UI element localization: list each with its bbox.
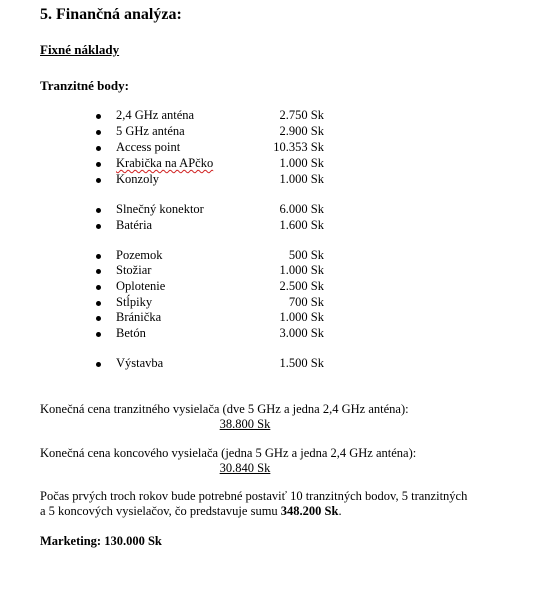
item-name: Výstavba — [116, 356, 164, 370]
bullet-icon — [96, 140, 102, 156]
list-item — [96, 124, 324, 140]
list-item — [96, 156, 324, 172]
list-item — [96, 248, 324, 264]
fixed-costs-subheading: Fixné náklady — [40, 42, 120, 57]
item-price: 6.000 Sk — [279, 202, 324, 216]
list-item — [96, 263, 324, 279]
bullet-icon — [96, 124, 102, 140]
item-price: 10.353 Sk — [273, 140, 324, 154]
list-item — [96, 310, 324, 326]
bullet-icon — [96, 356, 102, 372]
item-name: 2,4 GHz anténa — [116, 108, 195, 122]
bullet-icon — [96, 202, 102, 218]
bullet-icon — [96, 248, 102, 264]
summary-total: 348.200 Sk — [280, 504, 339, 518]
item-price: 500 Sk — [288, 248, 324, 262]
list-item — [96, 218, 324, 234]
item-price: 700 Sk — [288, 295, 324, 309]
list-item — [96, 279, 324, 295]
end-price-text: Konečná cena koncového vysielača (jedna 5 GHz a jedna 2,4 GHz anténa): — [40, 446, 417, 460]
list-item — [96, 172, 324, 188]
item-name: 5 GHz anténa — [116, 124, 185, 138]
item-price: 1.000 Sk — [279, 263, 324, 277]
item-name: Access point — [116, 140, 181, 154]
item-price: 3.000 Sk — [279, 326, 324, 340]
section-heading: 5. Finančná analýza: — [40, 6, 182, 23]
transit-points-label: Tranzitné body: — [40, 78, 129, 93]
list-item — [96, 202, 324, 218]
item-name: Oplotenie — [116, 279, 166, 293]
summary-paragraph — [40, 489, 467, 519]
list-item — [96, 140, 324, 156]
item-price: 2.900 Sk — [279, 124, 324, 138]
item-name: Slnečný konektor — [116, 202, 204, 216]
bullet-icon — [96, 218, 102, 234]
bullet-icon — [96, 295, 102, 311]
list-item — [96, 356, 324, 372]
bullet-icon — [96, 156, 102, 172]
item-price: 2.500 Sk — [279, 279, 324, 293]
end-price-value: 30.840 Sk — [219, 461, 271, 475]
transit-price-value: 38.800 Sk — [219, 417, 271, 431]
summary-line-1: Počas prvých troch rokov bude potrebné postaviť 10 tranzitných bodov, 5 tranzitných — [40, 489, 468, 503]
list-item — [96, 295, 324, 311]
marketing-line: Marketing: 130.000 Sk — [40, 534, 162, 548]
item-name: Bránička — [116, 310, 162, 324]
bullet-icon — [96, 263, 102, 279]
bullet-icon — [96, 326, 102, 342]
item-name: Betón — [116, 326, 146, 340]
summary-line-2: a 5 koncových vysielačov, čo predstavuje sumu 348.200 Sk. — [40, 504, 342, 518]
item-price: 1.000 Sk — [279, 310, 324, 324]
item-price: 1.000 Sk — [279, 172, 324, 186]
transit-price-text: Konečná cena tranzitného vysielača (dve 5 GHz a jedna 2,4 GHz anténa): — [40, 402, 409, 416]
item-name: Stožiar — [116, 263, 152, 277]
bullet-icon — [96, 108, 102, 124]
item-price: 2.750 Sk — [279, 108, 324, 122]
item-name: Batéria — [116, 218, 153, 232]
item-price: 1.600 Sk — [279, 218, 324, 232]
item-name: Pozemok — [116, 248, 163, 262]
item-price: 1.000 Sk — [279, 156, 324, 170]
item-price: 1.500 Sk — [279, 356, 324, 370]
item-name: Krabička na APčko — [116, 156, 214, 170]
item-name: Konzoly — [116, 172, 160, 186]
bullet-icon — [96, 279, 102, 295]
list-item — [96, 326, 324, 342]
bullet-icon — [96, 172, 102, 188]
list-item — [96, 108, 324, 124]
bullet-icon — [96, 310, 102, 326]
item-name: Stĺpiky — [116, 295, 153, 309]
